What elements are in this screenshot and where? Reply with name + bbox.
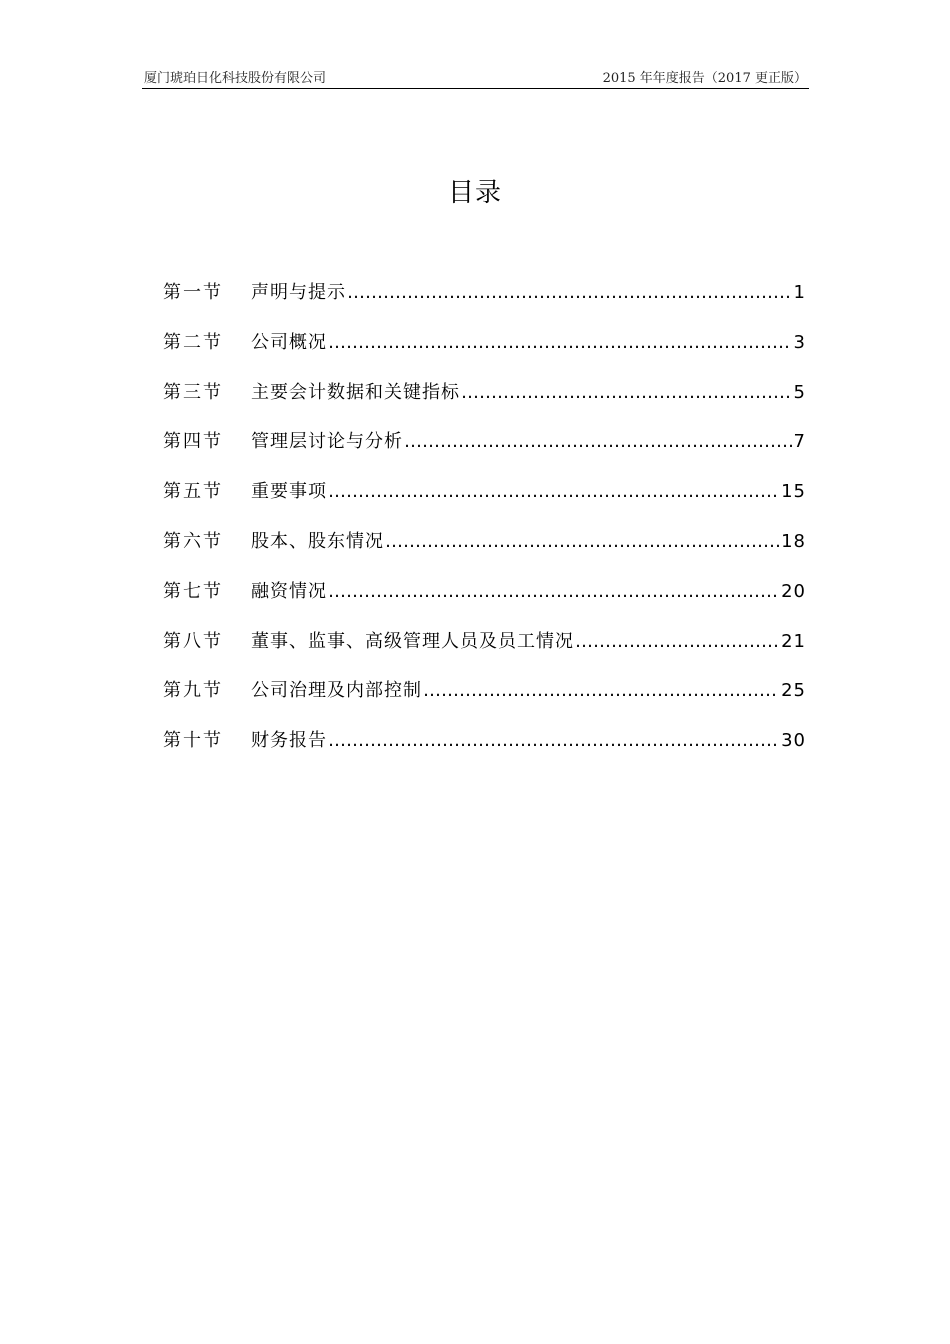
toc-page-number: 25 [781, 680, 806, 702]
toc-entry-2[interactable] [163, 328, 806, 378]
toc-entry-7[interactable] [163, 577, 806, 627]
toc-section-title: 股本、股东情况 [251, 530, 384, 552]
toc-section-title: 财务报告 [251, 730, 327, 752]
toc-dot-leader [575, 631, 779, 652]
toc-dot-leader [328, 581, 779, 602]
toc-entry-1[interactable] [163, 278, 806, 328]
toc-page-number: 15 [781, 481, 806, 503]
toc-page-number: 18 [781, 530, 806, 552]
toc-dot-leader [328, 481, 779, 502]
toc-entry-5[interactable] [163, 477, 806, 527]
toc-section-title: 主要会计数据和关键指标 [251, 381, 460, 403]
page-title: 目录 [447, 178, 502, 208]
toc-dot-leader [347, 282, 792, 303]
toc-section-number: 第三节 [163, 381, 223, 403]
toc-dot-leader [404, 431, 792, 452]
toc-dot-leader [328, 332, 792, 353]
toc-section-number: 第六节 [163, 530, 223, 552]
toc-dot-leader [385, 531, 779, 552]
toc-section-number: 第一节 [163, 282, 223, 303]
toc-entry-3[interactable] [163, 378, 806, 428]
toc-page-number: 30 [781, 730, 806, 752]
toc-section-title: 管理层讨论与分析 [251, 431, 403, 453]
toc-section-number: 第五节 [163, 481, 223, 503]
toc-section-number: 第七节 [163, 580, 223, 602]
toc-dot-leader [461, 382, 792, 403]
toc-entry-10[interactable] [163, 726, 806, 776]
toc-page-number: 1 [793, 282, 806, 303]
toc-section-title: 公司概况 [251, 331, 327, 353]
toc-section-number: 第二节 [163, 331, 223, 353]
toc-page-number: 5 [793, 381, 806, 403]
toc-section-title: 公司治理及内部控制 [251, 680, 422, 702]
toc-page-number: 20 [781, 580, 806, 602]
toc-entry-6[interactable] [163, 527, 806, 577]
toc-section-title: 融资情况 [251, 580, 327, 602]
toc-entry-9[interactable] [163, 676, 806, 726]
toc-page-number: 21 [781, 630, 806, 652]
toc-section-number: 第八节 [163, 630, 223, 652]
toc-section-number: 第十节 [163, 730, 223, 752]
toc-section-title: 声明与提示 [251, 282, 346, 303]
header-report-title: 2015 年年度报告（2017 更正版） [602, 71, 807, 86]
page-header [142, 64, 809, 89]
table-of-contents [163, 278, 806, 776]
toc-entry-4[interactable] [163, 427, 806, 477]
toc-dot-leader [328, 730, 779, 751]
toc-section-title: 重要事项 [251, 481, 327, 503]
toc-section-number: 第九节 [163, 680, 223, 702]
toc-section-number: 第四节 [163, 431, 223, 453]
toc-entry-8[interactable] [163, 627, 806, 677]
toc-dot-leader [423, 680, 779, 701]
header-company-name: 厦门琥珀日化科技股份有限公司 [144, 71, 327, 86]
toc-page-number: 3 [793, 331, 806, 353]
toc-page-number: 7 [793, 431, 806, 453]
toc-section-title: 董事、监事、高级管理人员及员工情况 [251, 630, 574, 652]
